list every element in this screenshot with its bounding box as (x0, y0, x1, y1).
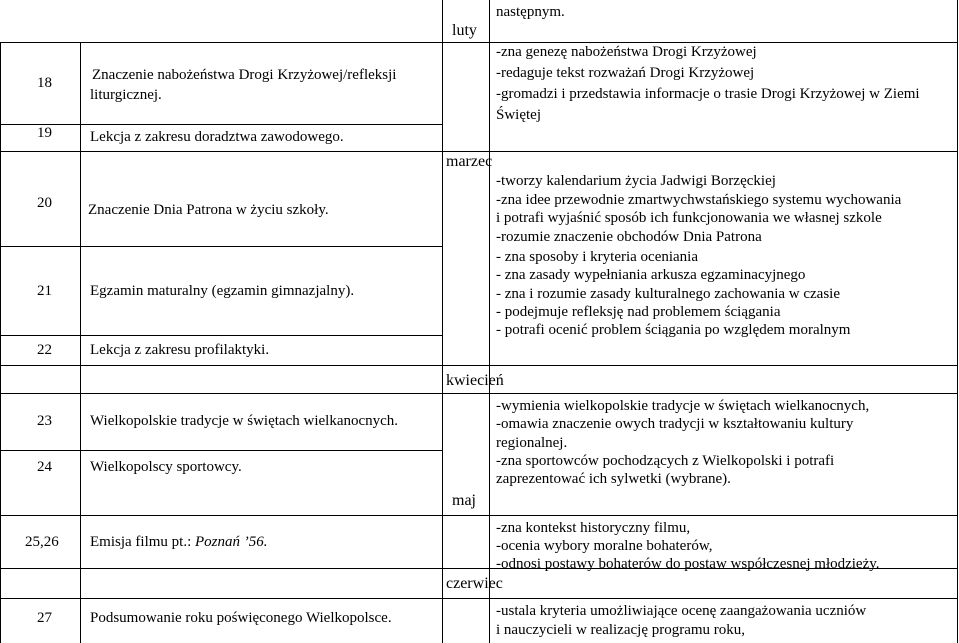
top-fragment: następnym. (496, 4, 565, 20)
outcome-line: -zna idee przewodnie zmartwychwstańskiego systemu wychowania (496, 192, 902, 208)
hline-27 (0, 598, 958, 599)
hline-19 (0, 151, 958, 152)
row-number: 21 (37, 283, 52, 299)
hline-20 (0, 246, 443, 247)
outcome-line: -tworzy kalendarium życia Jadwigi Borzęckiej (496, 173, 776, 189)
row-topic: Lekcja z zakresu profilaktyki. (90, 342, 270, 358)
outcome-line: -gromadzi i przedstawia informacje o trasie Drogi Krzyżowej w Ziemi (496, 86, 920, 102)
outcome-line: Świętej (496, 107, 541, 123)
hline-23 (0, 450, 443, 451)
row-topic: Lekcja z zakresu doradztwa zawodowego. (90, 129, 344, 145)
row-topic: Wielkopolscy sportowcy. (90, 459, 242, 475)
vline-topic (442, 0, 443, 643)
vline-right (957, 0, 958, 643)
topic-prefix: Emisja filmu pt.: (90, 534, 195, 550)
outcome-line: - potrafi ocenić problem ściągania po względem moralnym (496, 322, 851, 338)
outcome-line: -odnosi postawy bohaterów do postaw współczesnej młodzieży. (496, 556, 880, 572)
row-number: 25,26 (25, 534, 59, 550)
outcome-line: - zna i rozumie zasady kulturalnego zachowania w czasie (496, 286, 841, 302)
vline-num (80, 42, 81, 643)
outcome-line: -wymienia wielkopolskie tradycje w świętach wielkanocnych, (496, 398, 870, 414)
film-title: Poznań ’56. (195, 534, 268, 550)
hline-24 (0, 515, 958, 516)
outcome-line: -ocenia wybory moralne bohaterów, (496, 538, 713, 554)
outcome-line: - podejmuje refleksję nad problemem ściągania (496, 304, 781, 320)
outcome-line: i nauczycieli w realizację programu roku, (496, 622, 746, 638)
month-kwiecien: kwiecień (446, 372, 504, 389)
row-topic: Znaczenie nabożeństwa Drogi Krzyżowej/refleksji (92, 67, 397, 83)
outcome-line: zaprezentować ich sylwetki (wybrane). (496, 471, 731, 487)
vline-left (0, 42, 1, 643)
row-topic: Znaczenie Dnia Patrona w życiu szkoły. (88, 202, 329, 218)
row-topic: Podsumowanie roku poświęconego Wielkopolsce. (90, 610, 392, 626)
outcome-line: - zna sposoby i kryteria oceniania (496, 249, 699, 265)
outcome-line: -ustala kryteria umożliwiające ocenę zaangażowania uczniów (496, 603, 867, 619)
row-topic: Egzamin maturalny (egzamin gimnazjalny). (90, 283, 355, 299)
hline-22b (0, 393, 958, 394)
outcome-line: regionalnej. (496, 435, 568, 451)
row-topic: Wielkopolskie tradycje w świętach wielkanocnych. (90, 413, 399, 429)
outcome-line: -zna genezę nabożeństwa Drogi Krzyżowej (496, 44, 757, 60)
row-number: 22 (37, 342, 52, 358)
outcome-line: -zna sportowców pochodzących z Wielkopolski i potrafi (496, 453, 835, 469)
row-number: 24 (37, 459, 52, 475)
outcome-line: -rozumie znaczenie obchodów Dnia Patrona (496, 229, 762, 245)
outcome-line: -zna kontekst historyczny filmu, (496, 520, 691, 536)
month-marzec: marzec (446, 153, 493, 170)
month-czerwiec: czerwiec (446, 575, 503, 592)
row-topic (90, 533, 268, 551)
row-number: 20 (37, 195, 52, 211)
row-number: 23 (37, 413, 52, 429)
hline-top (0, 42, 958, 43)
outcome-line: - zna zasady wypełniania arkusza egzaminacyjnego (496, 267, 806, 283)
row-number: 19 (37, 125, 52, 141)
hline-21 (0, 335, 443, 336)
month-luty: luty (452, 22, 477, 39)
month-maj: maj (452, 492, 476, 509)
outcome-line: -omawia znaczenie owych tradycji w kształtowaniu kultury (496, 416, 854, 432)
row-topic-line2: liturgicznej. (90, 87, 162, 103)
outcome-line: i potrafi wyjaśnić sposób ich funkcjonowania we własnej szkole (496, 210, 882, 226)
outcome-line: -redaguje tekst rozważań Drogi Krzyżowej (496, 65, 755, 81)
vline-month (489, 0, 490, 643)
hline-18 (0, 124, 443, 125)
row-number: 27 (37, 610, 52, 626)
row-number: 18 (37, 75, 52, 91)
hline-22a (0, 365, 958, 366)
